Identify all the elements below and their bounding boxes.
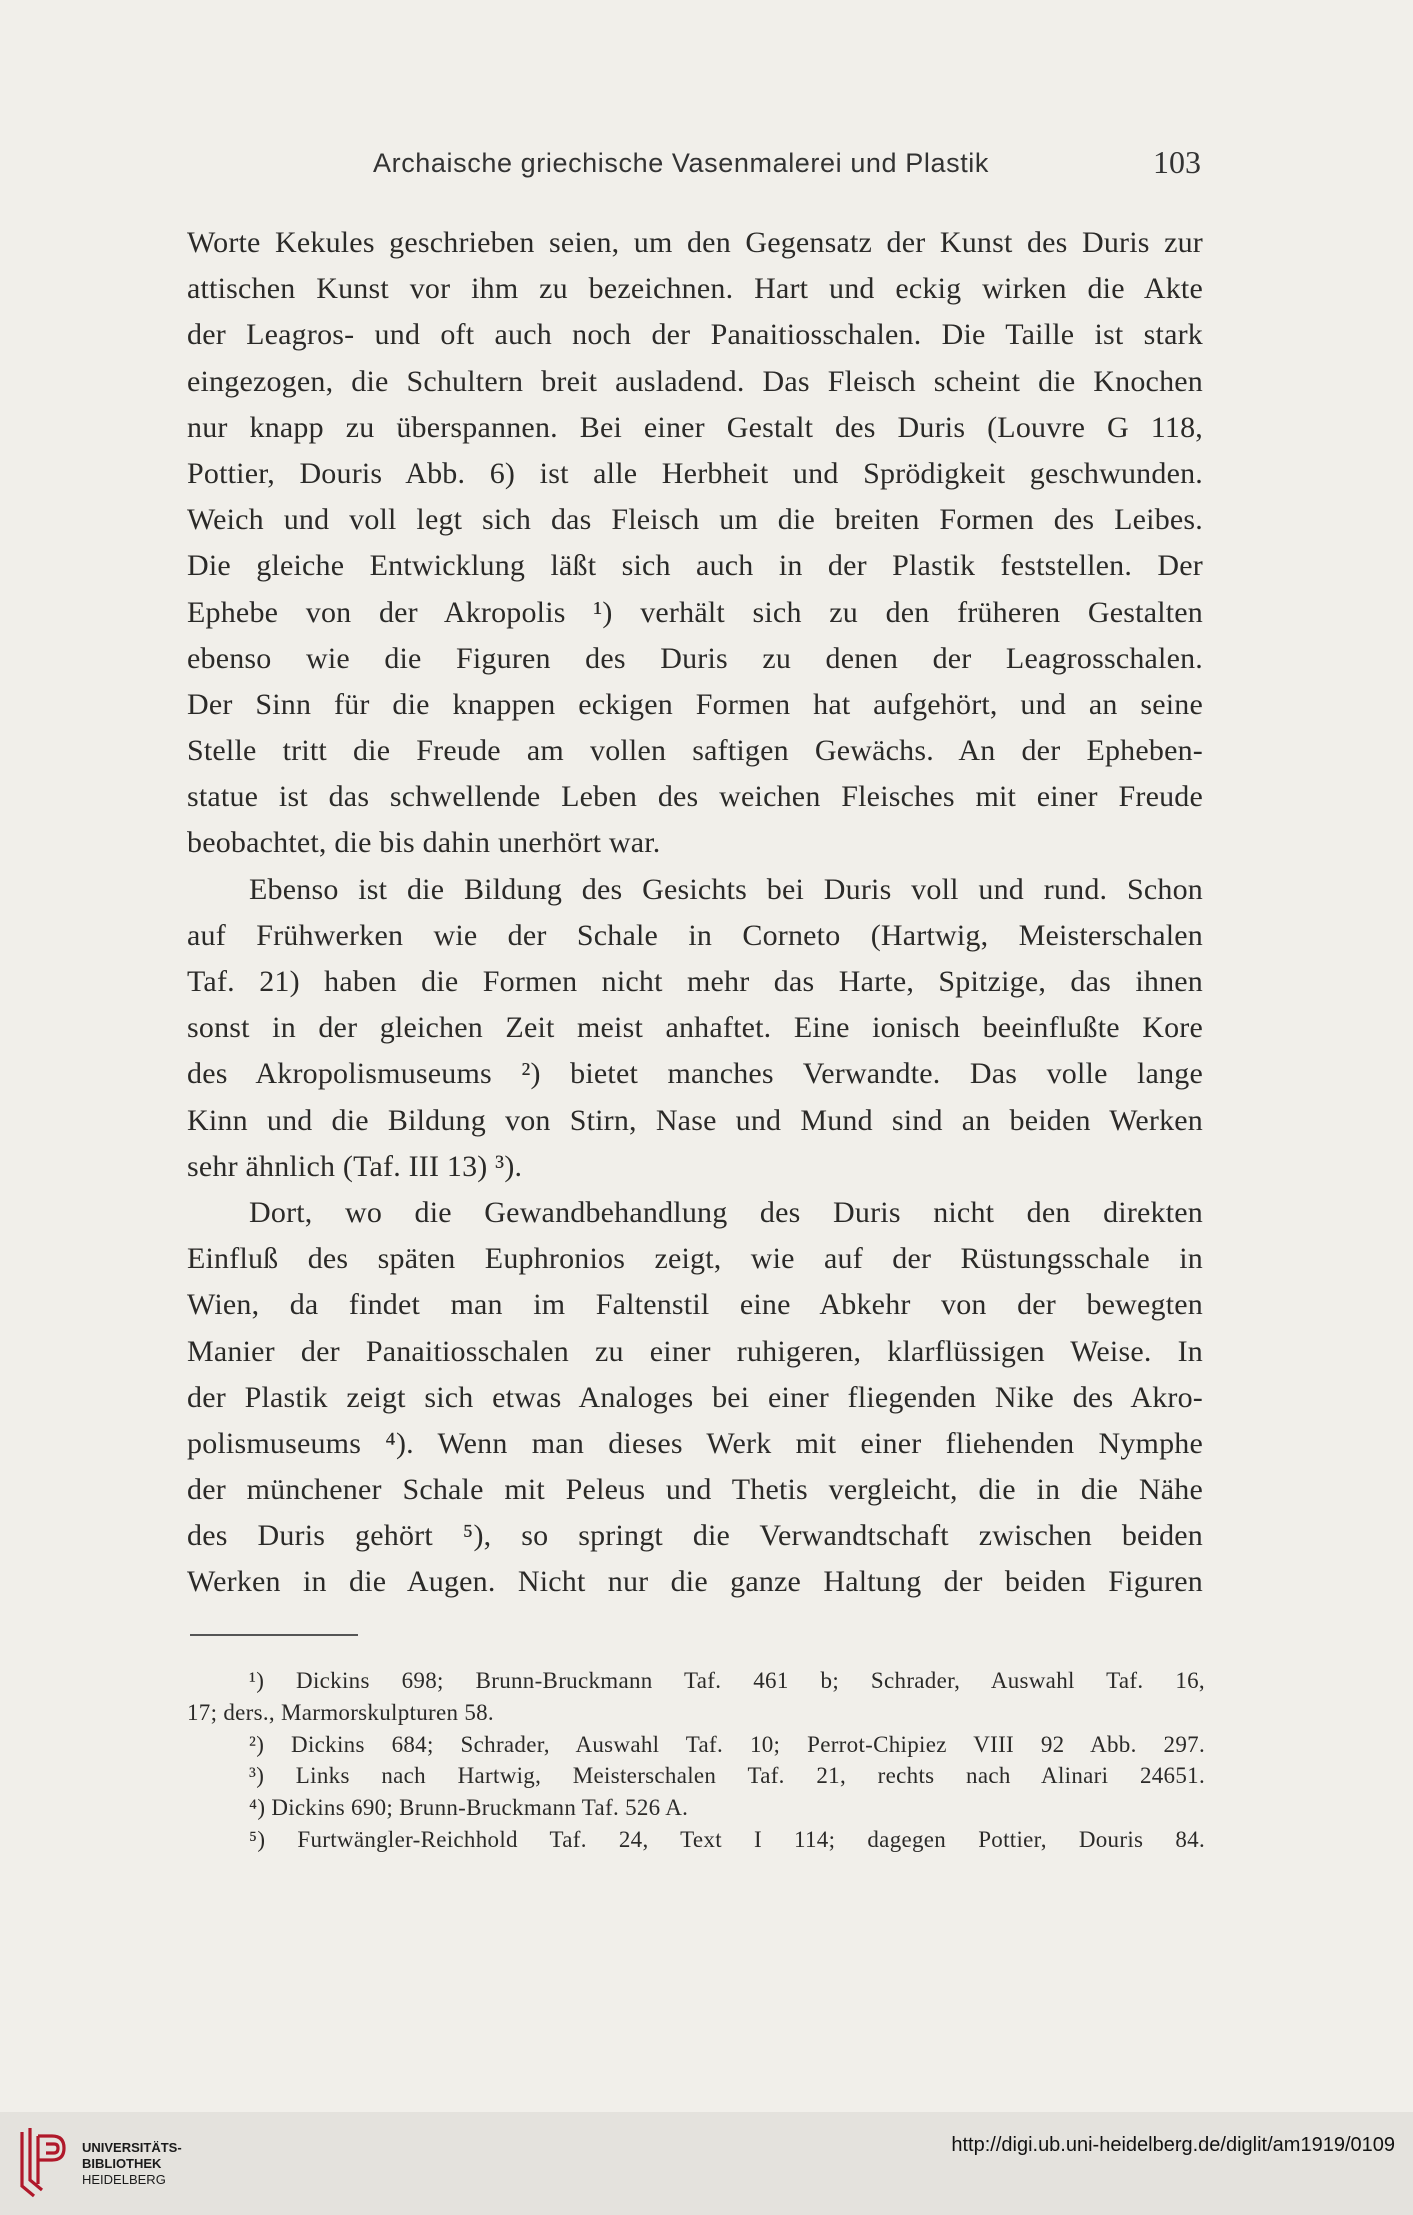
text-line: nur knapp zu überspannen. Bei einer Gestalt des Duris (Louvre G 118,	[187, 410, 1203, 444]
footnote-divider	[190, 1634, 358, 1636]
text-line: Wien, da findet man im Faltenstil eine Abkehr von der bewegten	[187, 1288, 1203, 1322]
text-line: des Akropolismuseums ²) bietet manches Verwandte. Das volle lange	[187, 1057, 1203, 1091]
footnote: ³) Links nach Hartwig, Meisterschalen Taf. 21, rechts nach Alinari 24651.	[249, 1763, 1205, 1789]
library-name-line: BIBLIOTHEK	[82, 2156, 162, 2171]
footnote: ¹) Dickins 698; Brunn-Bruckmann Taf. 461 b; Schrader, Auswahl Taf. 16,	[249, 1668, 1205, 1693]
text-line: Worte Kekules geschrieben seien, um den Gegensatz der Kunst des Duris zur	[187, 226, 1203, 259]
text-line: Die gleiche Entwicklung läßt sich auch in der Plastik feststellen. Der	[187, 549, 1203, 583]
text-line: attischen Kunst vor ihm zu bezeichnen. Hart und eckig wirken die Akte	[187, 272, 1203, 306]
text-line: statue ist das schwellende Leben des weichen Fleisches mit einer Freude	[187, 780, 1203, 814]
text-line: Manier der Panaitiosschalen zu einer ruhigeren, klarflüssigen Weise. In	[187, 1334, 1203, 1368]
page-number: 103	[1153, 144, 1201, 180]
body-text	[187, 220, 1203, 1606]
text-line: der Leagros- und oft auch noch der Panaitiosschalen. Die Taille ist stark	[187, 318, 1203, 352]
text-line: Ephebe von der Akropolis ¹) verhält sich zu den früheren Gestalten	[187, 595, 1203, 629]
text-line: der Plastik zeigt sich etwas Analoges bei einer fliegenden Nike des Akro-	[187, 1380, 1203, 1414]
text-line: der münchener Schale mit Peleus und Thetis vergleicht, die in die Nähe	[187, 1473, 1203, 1507]
library-name	[82, 2140, 182, 2188]
footnote: ⁴) Dickins 690; Brunn-Bruckmann Taf. 526 A.	[249, 1795, 689, 1821]
library-name-line: HEIDELBERG	[82, 2172, 166, 2187]
text-line: Taf. 21) haben die Formen nicht mehr das Harte, Spitzige, das ihnen	[187, 965, 1203, 998]
text-line: beobachtet, die bis dahin unerhört war.	[187, 826, 661, 860]
footnotes	[187, 1665, 1205, 1856]
digitization-footer	[0, 2112, 1413, 2215]
text-line: sonst in der gleichen Zeit meist anhaftet. Eine ionisch beeinflußte Kore	[187, 1011, 1203, 1045]
text-line: Stelle tritt die Freude am vollen saftigen Gewächs. An der Epheben-	[187, 734, 1203, 768]
text-line: Der Sinn für die knappen eckigen Formen hat aufgehört, und an seine	[187, 687, 1203, 721]
source-url-link[interactable]: http://digi.ub.uni-heidelberg.de/diglit/am1919/0109	[951, 2134, 1395, 2156]
footnote: ⁵) Furtwängler-Reichhold Taf. 24, Text I 114; dagegen Pottier, Douris 84.	[249, 1826, 1205, 1852]
footnote: ²) Dickins 684; Schrader, Auswahl Taf. 10; Perrot-Chipiez VIII 92 Abb. 297.	[249, 1731, 1205, 1757]
text-line: Werken in die Augen. Nicht nur die ganze Haltung der beiden Figuren	[187, 1565, 1203, 1599]
footnote-continuation: 17; ders., Marmorskulpturen 58.	[187, 1699, 494, 1725]
running-header	[373, 142, 1201, 186]
text-line: Ebenso ist die Bildung des Gesichts bei Duris voll und rund. Schon	[249, 872, 1203, 906]
text-line: auf Frühwerken wie der Schale in Corneto (Hartwig, Meisterschalen	[187, 918, 1203, 952]
text-line: sehr ähnlich (Taf. III 13) ³).	[187, 1149, 523, 1183]
ub-heidelberg-logo-icon	[12, 2126, 80, 2200]
text-line: Einfluß des späten Euphronios zeigt, wie auf der Rüstungsschale in	[187, 1242, 1203, 1276]
text-line: eingezogen, die Schultern breit ausladend. Das Fleisch scheint die Knochen	[187, 364, 1203, 398]
text-line: Dort, wo die Gewandbehandlung des Duris nicht den direkten	[249, 1195, 1203, 1229]
text-line: ebenso wie die Figuren des Duris zu denen der Leagrosschalen.	[187, 641, 1203, 675]
text-line: Pottier, Douris Abb. 6) ist alle Herbheit und Sprödigkeit geschwunden.	[187, 456, 1203, 490]
running-title: Archaische griechische Vasenmalerei und Plastik	[373, 148, 989, 178]
text-line: Kinn und die Bildung von Stirn, Nase und Mund sind an beiden Werken	[187, 1103, 1203, 1137]
text-line: polismuseums ⁴). Wenn man dieses Werk mit einer fliehenden Nymphe	[187, 1426, 1203, 1460]
library-name-line: UNIVERSITÄTS-	[82, 2140, 182, 2155]
text-line: Weich und voll legt sich das Fleisch um die breiten Formen des Leibes.	[187, 503, 1203, 537]
text-line: des Duris gehört ⁵), so springt die Verwandtschaft zwischen beiden	[187, 1519, 1203, 1553]
